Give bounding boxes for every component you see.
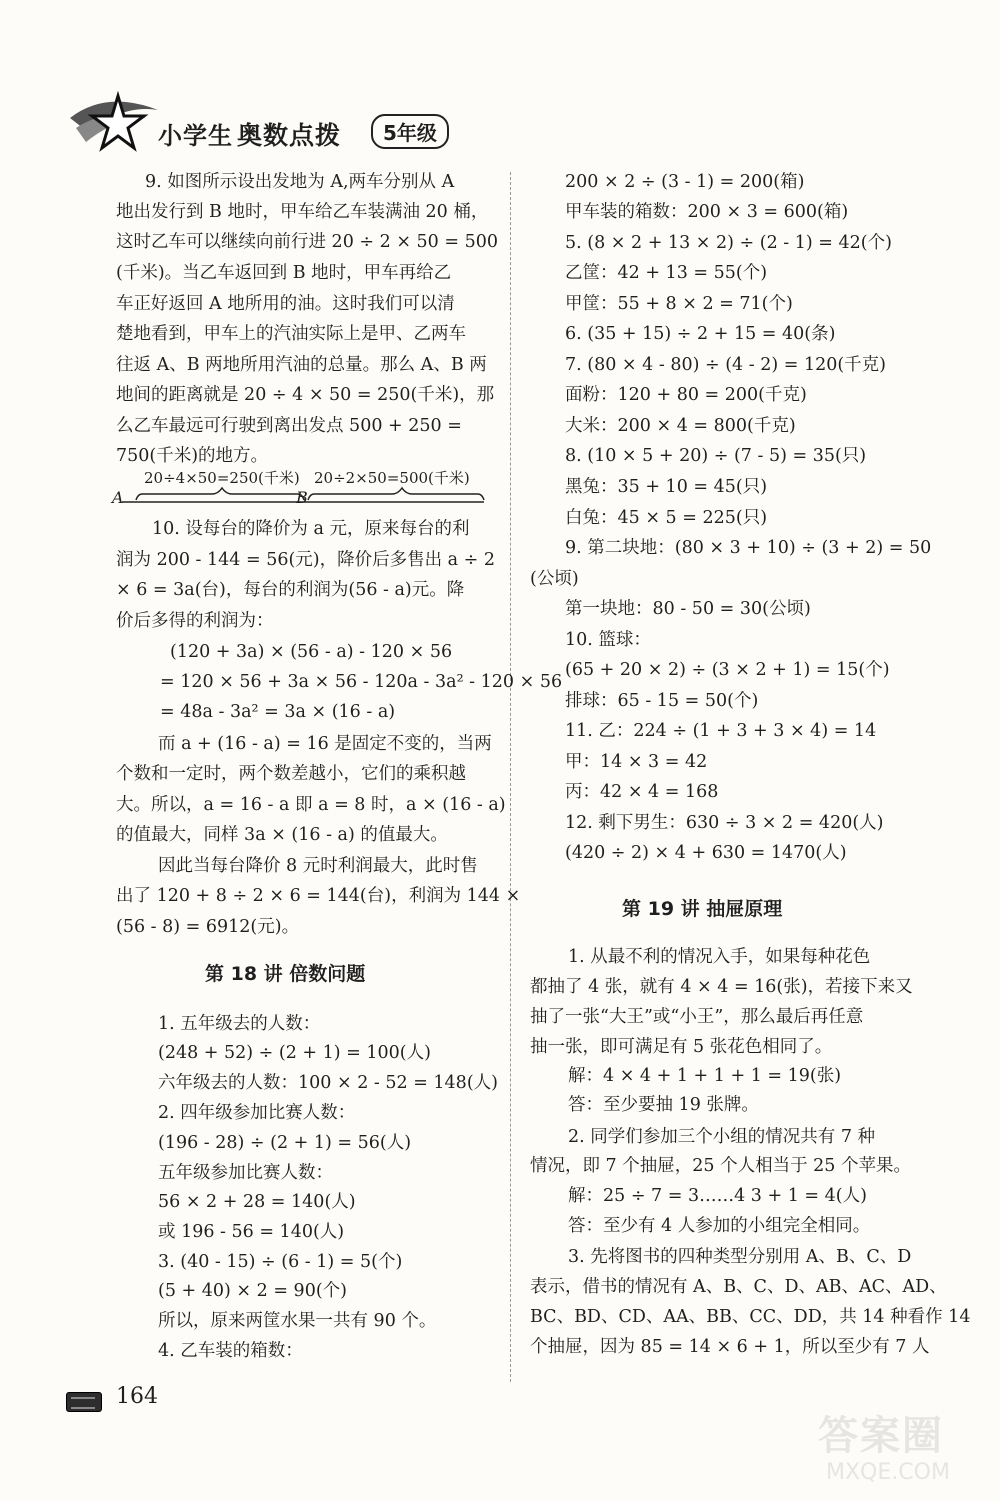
text-line: 1. 五年级去的人数： [158,1014,321,1034]
text-line: 甲车装的箱数：200 × 3 = 600(箱) [565,202,849,222]
text-line: 8. (10 × 5 + 20) ÷ (7 - 5) = 35(只) [565,446,867,466]
text-line: 解：4 × 4 + 1 + 1 + 1 = 19(张) [568,1066,842,1086]
text-line: 乙筐：42 + 13 = 55(个) [565,263,768,283]
text-line: 这时乙车可以继续向前行进 20 ÷ 2 × 50 = 500 [116,232,498,252]
text-line: (65 + 20 × 2) ÷ (3 × 2 + 1) = 15(个) [565,660,890,680]
text-line: 黑兔：35 + 10 = 45(只) [565,477,768,497]
text-line: 9. 如图所示设出发地为 A,两车分别从 A [145,172,455,192]
text-line: 地出发行到 B 地时，甲车给乙车装满油 20 桶， [116,202,489,222]
text-line: (56 - 8) = 6912(元)。 [116,917,300,937]
text-line: 答：至少要抽 19 张牌。 [568,1095,759,1115]
text-line: 个抽屉，因为 85 = 14 × 6 + 1，所以至少有 7 人 [530,1337,930,1357]
text-line: 地间的距离就是 20 ÷ 4 × 50 = 250(千米)，那 [116,385,495,405]
text-line: 么乙车最远可行驶到离出发点 500 + 250 = [116,416,462,436]
section-heading-18: 第 18 讲 倍数问题 [205,963,366,985]
text-line: 车正好返回 A 地所用的油。这时我们可以清 [116,294,455,314]
watermark-url: MXQE.COM [826,1460,950,1485]
point-a-label: A [112,488,124,507]
segment-label-1: 20÷4×50=250(千米) [144,469,300,487]
text-line: 解：25 ÷ 7 = 3……4 3 + 1 = 4(人) [568,1186,867,1206]
text-line: (196 - 28) ÷ (2 + 1) = 56(人) [158,1133,412,1153]
text-line: 出了 120 + 8 ÷ 2 × 6 = 144(台)，利润为 144 × [116,886,521,906]
text-line: 楚地看到，甲车上的汽油实际上是甲、乙两车 [116,324,466,344]
section-heading-19: 第 19 讲 抽屉原理 [622,898,783,920]
page-header [66,88,486,158]
column-divider [510,172,511,1382]
text-line: 甲：14 × 3 = 42 [565,752,708,772]
text-line: 5. (8 × 2 + 13 × 2) ÷ (2 - 1) = 42(个) [565,233,892,253]
text-line: 面粉：120 + 80 = 200(千克) [565,385,807,405]
point-b-label: B [296,488,308,507]
brand-part1: 小学生 [158,122,233,150]
text-line: 个数和一定时，两个数差越小，它们的乘积越 [116,764,466,784]
watermark-text: 答案圈 [818,1413,944,1459]
text-line: 11. 乙：224 ÷ (1 + 3 + 3 × 4) = 14 [565,721,877,741]
text-line: 2. 同学们参加三个小组的情况共有 7 种 [568,1127,876,1147]
text-line: 甲筐：55 + 8 × 2 = 71(个) [565,294,793,314]
text-line: 排球：65 - 15 = 50(个) [565,691,759,711]
text-line: 1. 从最不利的情况入手，如果每种花色 [568,947,871,967]
text-line: BC、BD、CD、AA、BB、CC、DD，共 14 种看作 14 [530,1307,971,1327]
text-line: 六年级去的人数：100 × 2 - 52 = 148(人) [158,1073,498,1093]
text-line: (公顷) [530,569,579,589]
text-line: 750(千米)的地方。 [116,446,269,466]
text-line: (420 ÷ 2) × 4 + 630 = 1470(人) [565,843,847,863]
text-line: 10. 篮球： [565,630,651,650]
text-line: 抽一张，即可满足有 5 张花色相同了。 [530,1037,833,1057]
text-line: 抽了一张“大王”或“小王”，那么最后再任意 [530,1007,864,1027]
text-line: 因此当每台降价 8 元时利润最大，此时售 [158,856,478,876]
brand-title [158,116,341,152]
text-line: (248 + 52) ÷ (2 + 1) = 100(人) [158,1043,431,1063]
page-number: 164 [116,1384,158,1409]
text-line: 五年级参加比赛人数： [158,1163,333,1183]
text-line: 6. (35 + 15) ÷ 2 + 15 = 40(条) [565,324,836,344]
text-line: 价后多得的利润为： [116,611,274,631]
text-line: 或 196 - 56 = 140(人) [158,1222,345,1242]
text-line: 12. 剩下男生：630 ÷ 3 × 2 = 420(人) [565,813,884,833]
text-line: 10. 设每台的降价为 a 元，原来每台的利 [152,519,470,539]
text-line: × 6 = 3a(台)，每台的利润为(56 - a)元。降 [116,580,465,600]
text-line: 200 × 2 ÷ (3 - 1) = 200(箱) [565,172,805,192]
text-line: 2. 四年级参加比赛人数： [158,1103,356,1123]
distance-diagram [112,469,492,510]
grade-badge: 5年级 [371,114,449,149]
text-line: 大米：200 × 4 = 800(千克) [565,416,796,436]
text-line: (5 + 40) × 2 = 90(个) [158,1281,347,1301]
text-line: 答：至少有 4 人参加的小组完全相同。 [568,1216,871,1236]
text-line: 所以，原来两筐水果一共有 90 个。 [158,1311,437,1331]
text-line: 情况，即 7 个抽屉，25 个人相当于 25 个苹果。 [530,1156,911,1176]
text-line: 56 × 2 + 28 = 140(人) [158,1192,356,1212]
text-line: 表示，借书的情况有 A、B、C、D、AB、AC、AD、 [530,1277,947,1297]
text-line: 4. 乙车装的箱数： [158,1341,303,1361]
text-line: 润为 200 - 144 = 56(元)，降价后多售出 a ÷ 2 [116,550,496,570]
formula-line: = 120 × 56 + 3a × 56 - 120a - 3a² - 120 × 56 [160,672,563,692]
segment-label-2: 20÷2×50=500(千米) [314,469,470,487]
text-line: (千米)。当乙车返回到 B 地时，甲车再给乙 [116,263,452,283]
text-line: 丙：42 × 4 = 168 [565,782,719,802]
text-line: 7. (80 × 4 - 80) ÷ (4 - 2) = 120(千克) [565,355,887,375]
formula-line: (120 + 3a) × (56 - a) - 120 × 56 [170,642,453,662]
text-line: 大。所以，a = 16 - a 即 a = 8 时，a × (16 - a) [116,795,506,815]
star-logo-icon [66,88,162,158]
book-icon [66,1392,102,1412]
text-line: 而 a + (16 - a) = 16 是固定不变的，当两 [158,734,492,754]
text-line: 往返 A、B 两地所用汽油的总量。那么 A、B 两 [116,355,487,375]
text-line: 的值最大，同样 3a × (16 - a) 的值最大。 [116,825,448,845]
text-line: 3. (40 - 15) ÷ (6 - 1) = 5(个) [158,1252,403,1272]
text-line: 白兔：45 × 5 = 225(只) [565,508,768,528]
watermark [818,1404,986,1496]
text-line: 9. 第二块地：(80 × 3 + 10) ÷ (3 + 2) = 50 [565,538,932,558]
brand-part2: 奥数点拨 [237,121,342,150]
text-line: 第一块地：80 - 50 = 30(公顷) [565,599,811,619]
text-line: 都抽了 4 张，就有 4 × 4 = 16(张)，若接下来又 [530,977,913,997]
text-line: 3. 先将图书的四种类型分别用 A、B、C、D [568,1247,912,1267]
formula-line: = 48a - 3a² = 3a × (16 - a) [160,702,396,722]
